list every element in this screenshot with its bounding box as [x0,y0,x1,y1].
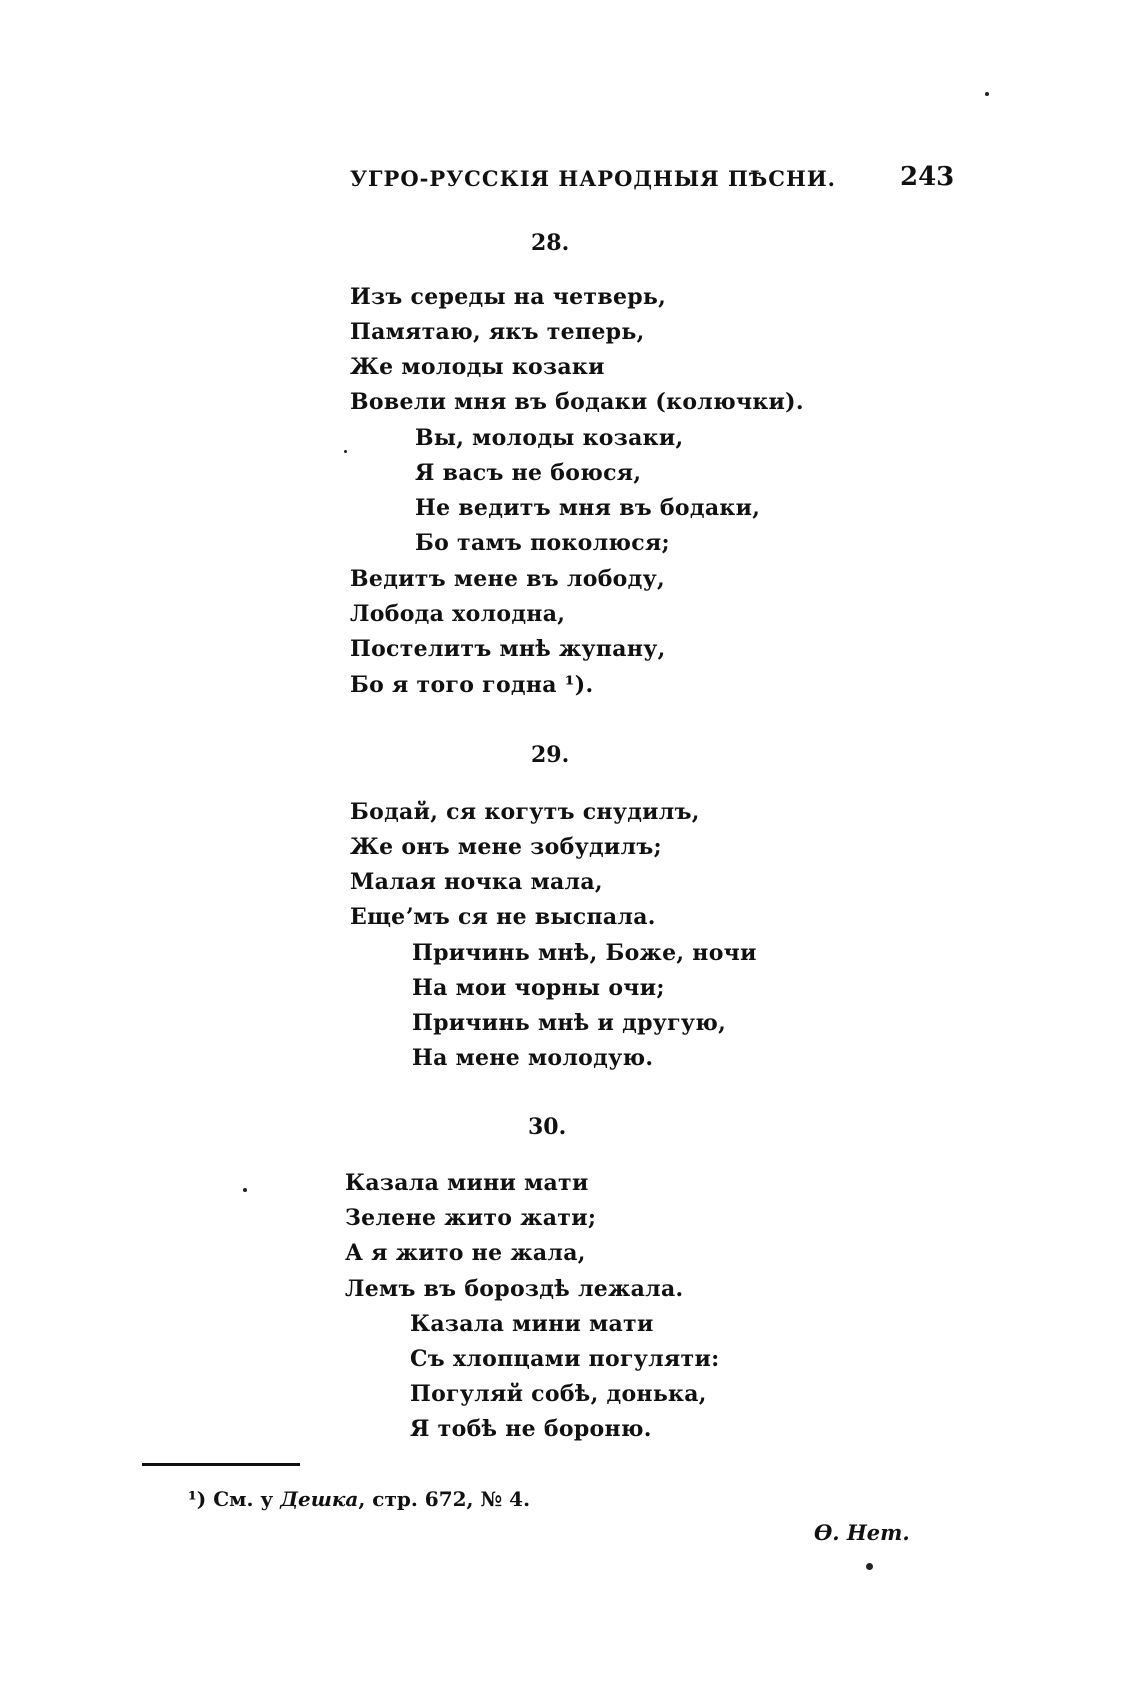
verse-line: Причинь мнѣ, Боже, ночи [412,940,757,966]
verse-line: Вы, молоды козаки, [415,425,684,451]
verse-line: Бо я того годна ¹). [350,672,594,698]
verse-line: Ещеʼмъ ся не выспала. [350,904,656,930]
song-number: 30. [528,1114,567,1140]
verse-line: Погуляй собѣ, донька, [410,1381,707,1407]
verse-line: Причинь мнѣ и другую, [412,1010,727,1036]
verse-line: Бодай, ся когутъ снудилъ, [350,799,700,825]
verse-line: Казала мини мати [410,1311,654,1337]
scan-speck [985,92,989,96]
verse-line: Казала мини мати [345,1170,589,1196]
verse-line: Малая ночка мала, [350,869,603,895]
footnote-reference: , стр. 672, № 4. [358,1487,531,1511]
verse-line: Постелитъ мнѣ жупану, [350,636,666,662]
verse-line: Же онъ мене зобудилъ; [350,834,662,860]
song-number: 29. [531,742,570,768]
verse-line: Лобода холодна, [350,601,566,627]
scan-speck [243,1188,247,1192]
verse-line: Съ хлопцами погуляти: [410,1346,720,1372]
footnote-marker: ¹) [188,1487,207,1511]
verse-line: А я жито не жала, [345,1240,586,1266]
verse-line: Я васъ не боюся, [415,460,642,486]
verse-line: Бо тамъ поколюся; [415,530,670,556]
signature: Ѳ. Нет. [814,1520,910,1545]
footnote-rule [142,1463,300,1466]
verse-line: Изъ середы на четверь, [350,284,667,310]
scan-speck [344,450,347,453]
verse-line: Не ведитъ мня въ бодаки, [415,495,761,521]
verse-line: Вовели мня въ бодаки (колючки). [350,389,804,415]
verse-line: Лемъ въ бороздѣ лежала. [345,1276,684,1302]
running-title: УГРО-РУССКІЯ НАРОДНЫЯ ПѢСНИ. [350,166,836,191]
verse-line: Же молоды козаки [350,354,605,380]
footnote [188,1487,530,1511]
verse-line: Памятаю, якъ теперь, [350,319,645,345]
verse-line: На мои чорны очи; [412,975,665,1001]
verse-line: Ведитъ мене въ лободу, [350,566,665,592]
song-number: 28. [531,230,570,256]
verse-line: На мене молодую. [412,1045,654,1071]
verse-line: Зелене жито жати; [345,1205,597,1231]
footnote-author: Дешка [280,1487,359,1511]
footnote-prefix: См. у [213,1487,274,1511]
page-number: 243 [900,162,955,192]
scan-speck [866,1563,873,1570]
verse-line: Я тобѣ не бороню. [410,1416,652,1442]
